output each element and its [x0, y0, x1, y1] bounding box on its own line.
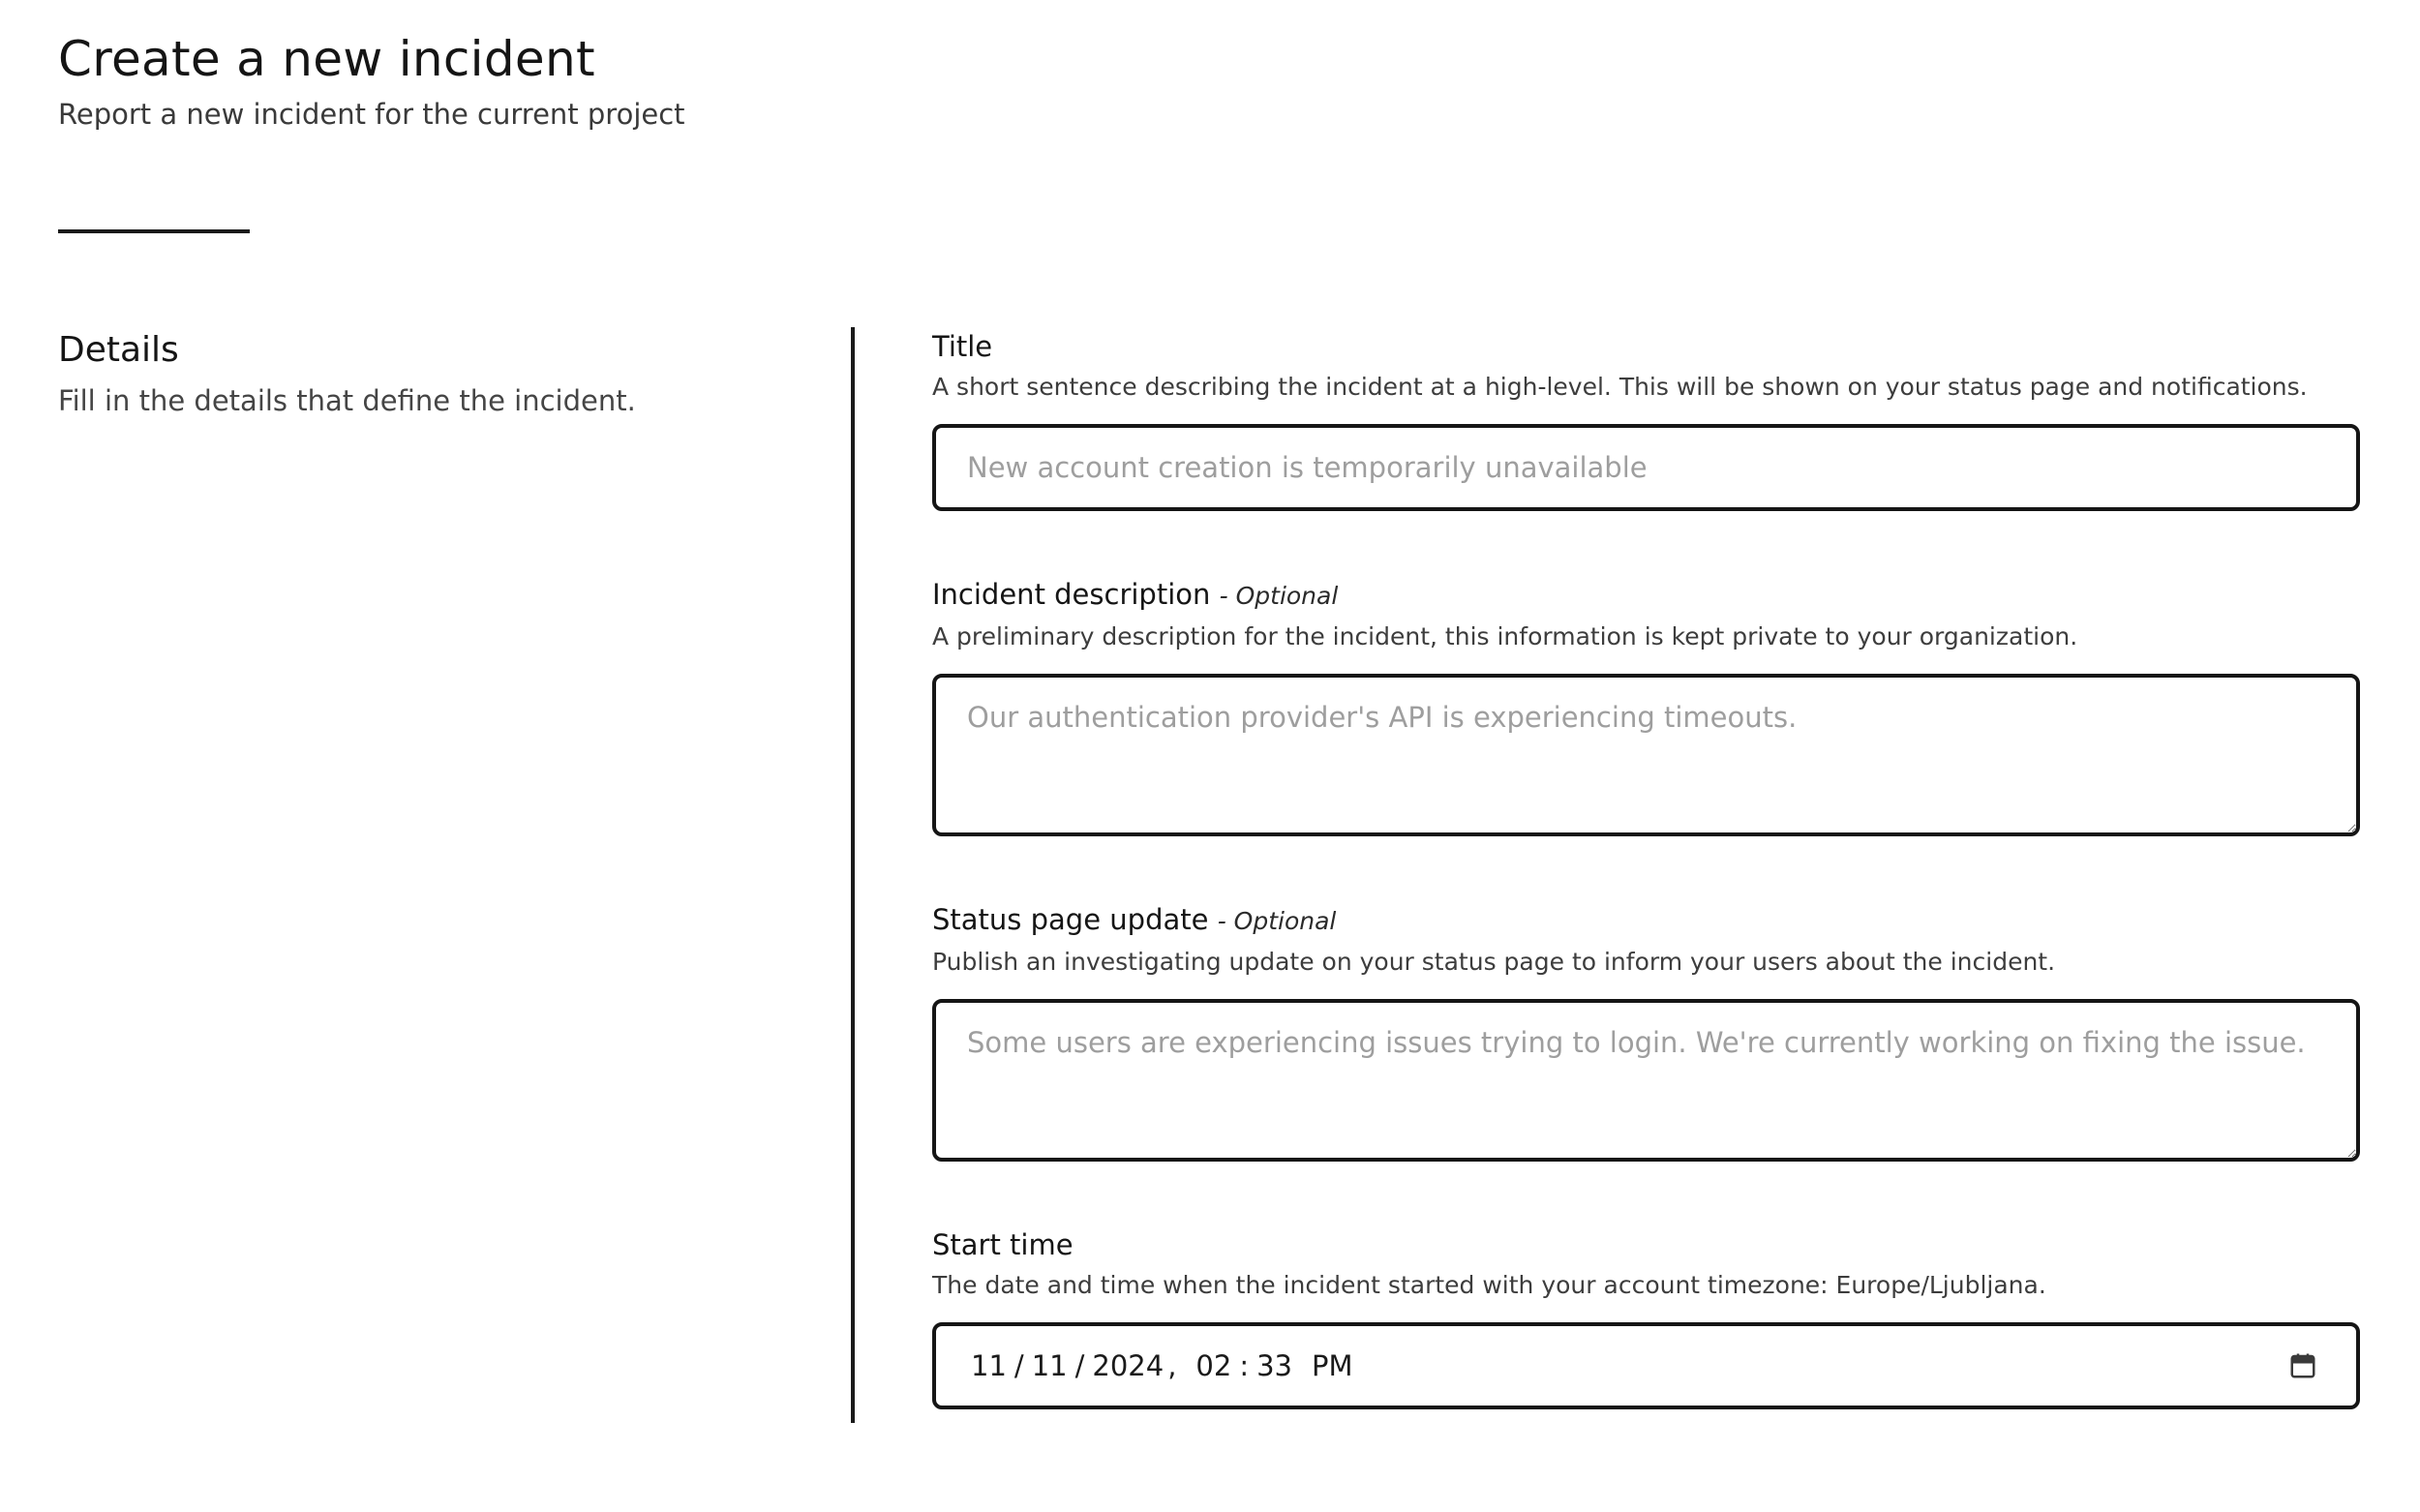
title-label-text: Title: [932, 330, 993, 363]
start-time-field: [932, 1225, 2360, 1409]
description-help: A preliminary description for the incident, this information is kept private to your organization.: [932, 622, 2078, 650]
date-separator: /: [1013, 1349, 1024, 1382]
start-time-hour[interactable]: 02: [1195, 1349, 1232, 1382]
description-field: [932, 575, 2360, 836]
start-time-help: The date and time when the incident started with your account timezone: Europe/Ljubljana.: [932, 1271, 2046, 1299]
start-time-year[interactable]: 2024: [1092, 1349, 1165, 1382]
page-title: Create a new incident: [58, 31, 595, 87]
start-time-day[interactable]: 11: [1031, 1349, 1068, 1382]
description-optional-tag: - Optional: [1219, 582, 1339, 610]
page-header: [58, 29, 685, 134]
start-time-minute[interactable]: 33: [1256, 1349, 1292, 1382]
section-divider: [851, 327, 855, 1423]
start-time-label-text: Start time: [932, 1228, 1074, 1261]
start-time-input[interactable]: [932, 1322, 2360, 1409]
start-time-month[interactable]: 11: [971, 1349, 1007, 1382]
date-separator: /: [1074, 1349, 1085, 1382]
active-tab-underline: [58, 229, 250, 233]
start-time-label: [932, 1225, 2360, 1264]
title-field: [932, 327, 2360, 511]
status-update-label: [932, 900, 2360, 941]
description-textarea[interactable]: [932, 674, 2360, 836]
page-subtitle: Report a new incident for the current project: [58, 98, 685, 131]
title-help: A short sentence describing the incident at a high-level. This will be shown on your status page and notifications.: [932, 373, 2308, 401]
status-update-optional-tag: - Optional: [1217, 907, 1337, 935]
description-label: [932, 575, 2360, 616]
details-section-intro: [58, 327, 813, 420]
status-update-field: [932, 900, 2360, 1162]
title-label: [932, 327, 2360, 366]
section-description: Fill in the details that define the incident.: [58, 384, 636, 417]
status-update-textarea[interactable]: [932, 999, 2360, 1162]
title-input[interactable]: [932, 424, 2360, 511]
start-time-ampm[interactable]: PM: [1312, 1349, 1353, 1382]
calendar-icon[interactable]: [2288, 1351, 2317, 1380]
section-heading: Details: [58, 330, 179, 370]
incident-form: [932, 327, 2360, 1409]
status-update-label-text: Status page update: [932, 903, 1209, 936]
time-separator: :: [1239, 1349, 1250, 1382]
datetime-comma: ,: [1167, 1349, 1177, 1382]
description-label-text: Incident description: [932, 578, 1211, 611]
status-update-help: Publish an investigating update on your status page to inform your users about the incident.: [932, 948, 2056, 976]
